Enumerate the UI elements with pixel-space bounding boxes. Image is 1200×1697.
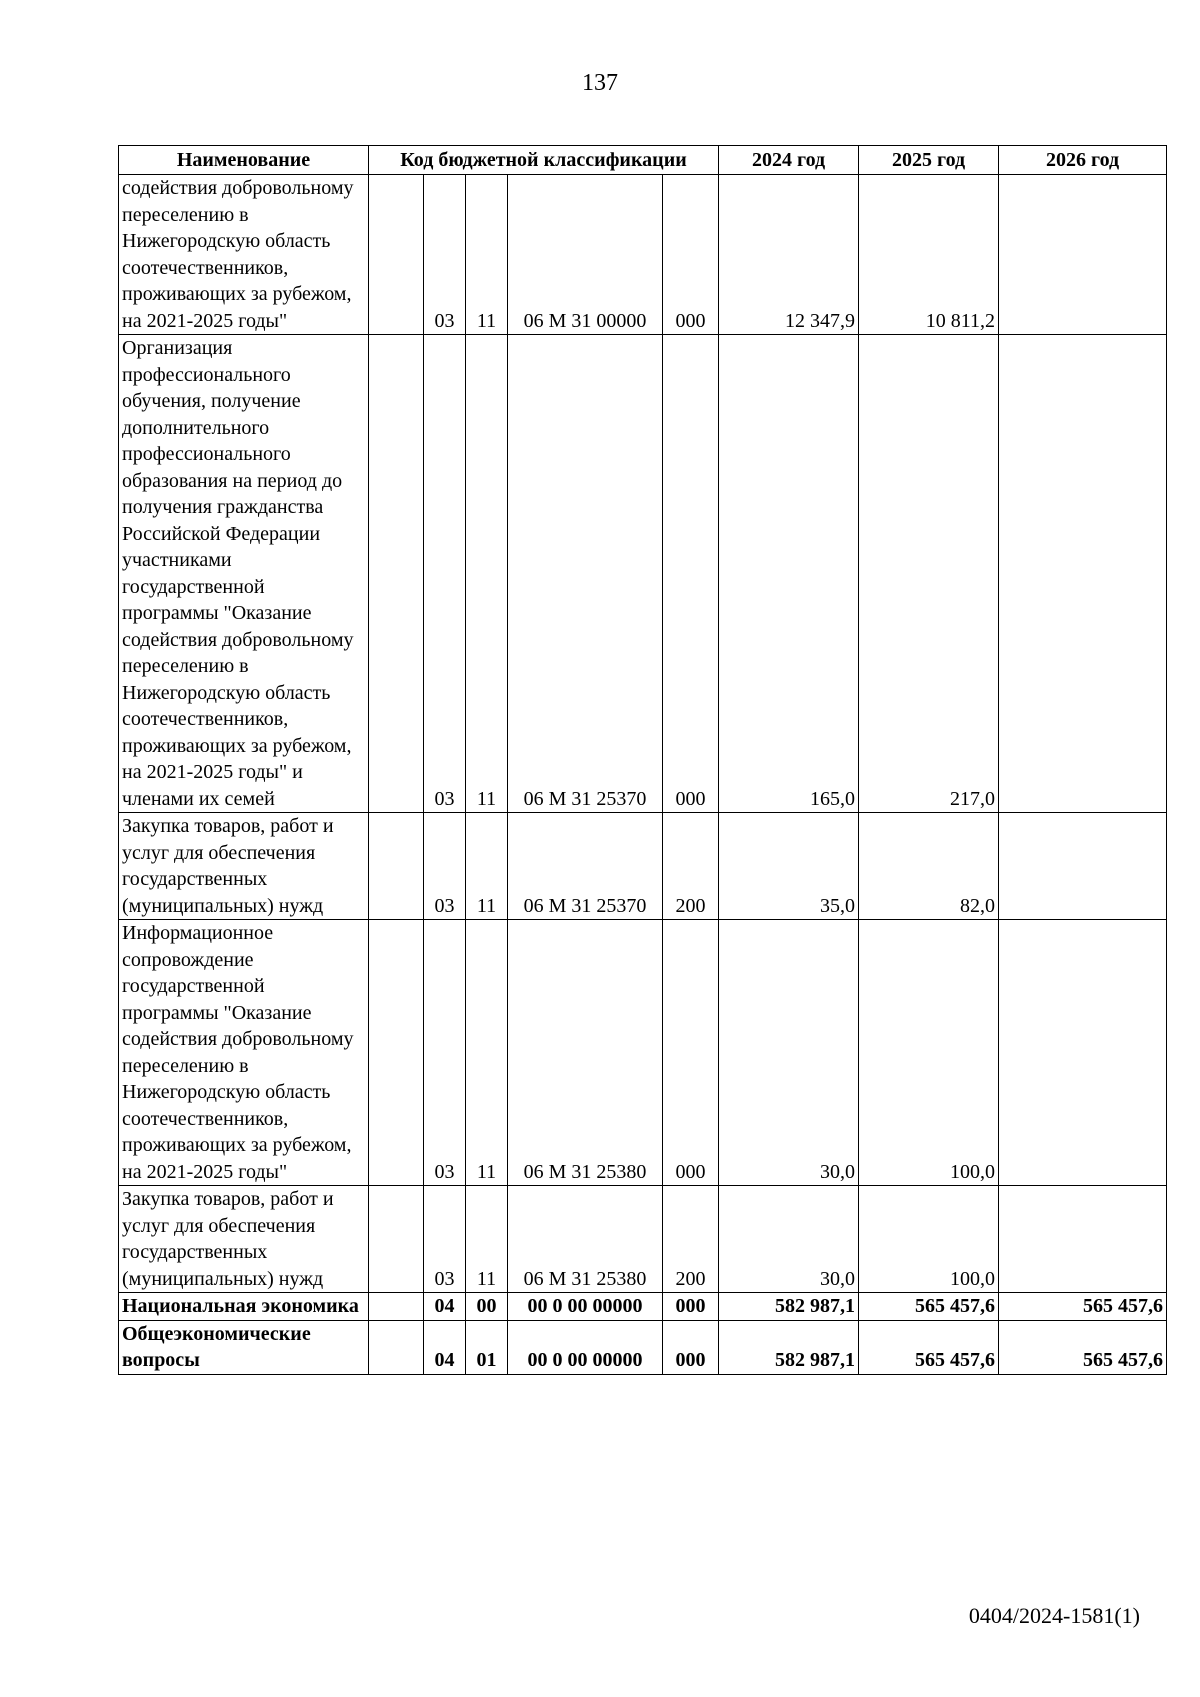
table-row xyxy=(119,1186,1167,1293)
row-value-2024: 12 347,9 xyxy=(719,175,859,335)
row-code-target-article: 06 М 31 25380 xyxy=(508,1186,663,1293)
row-value-2025: 565 457,6 xyxy=(859,1320,999,1374)
row-code-subsection: 01 xyxy=(466,1320,508,1374)
header-2024: 2024 год xyxy=(719,146,859,175)
row-code-part xyxy=(369,1186,424,1293)
row-code-subsection: 11 xyxy=(466,1186,508,1293)
row-code-section: 03 xyxy=(424,175,466,335)
table-header-row xyxy=(119,146,1167,175)
page-number: 137 xyxy=(582,70,618,96)
row-code-expense-type: 000 xyxy=(663,920,719,1186)
row-code-expense-type: 000 xyxy=(663,335,719,813)
row-value-2026 xyxy=(999,335,1167,813)
row-code-expense-type: 000 xyxy=(663,1320,719,1374)
row-code-part xyxy=(369,813,424,920)
row-value-2025: 100,0 xyxy=(859,1186,999,1293)
row-code-target-article: 06 М 31 25380 xyxy=(508,920,663,1186)
row-value-2024: 165,0 xyxy=(719,335,859,813)
row-value-2025: 100,0 xyxy=(859,920,999,1186)
header-code: Код бюджетной классификации xyxy=(369,146,719,175)
budget-table xyxy=(118,145,1167,1375)
row-name: Организация профессионального обучения, получение дополнительного профессионального образования на период до получения гражданства Российской Федерации участниками государственной программы "Оказание содействия добровольному переселению в Нижегородскую область соотечественников, проживающих за рубежом, на 2021-2025 годы" и членами их семей xyxy=(119,335,369,813)
row-value-2026 xyxy=(999,1186,1167,1293)
row-code-section: 03 xyxy=(424,335,466,813)
row-code-expense-type: 200 xyxy=(663,1186,719,1293)
row-value-2025: 217,0 xyxy=(859,335,999,813)
row-name: Национальная экономика xyxy=(119,1293,369,1321)
row-code-target-article: 00 0 00 00000 xyxy=(508,1293,663,1321)
table-row xyxy=(119,175,1167,335)
row-code-part xyxy=(369,1293,424,1321)
row-code-part xyxy=(369,335,424,813)
row-value-2024: 582 987,1 xyxy=(719,1320,859,1374)
row-value-2026 xyxy=(999,813,1167,920)
row-code-subsection: 11 xyxy=(466,175,508,335)
row-code-expense-type: 000 xyxy=(663,175,719,335)
row-value-2026 xyxy=(999,175,1167,335)
row-value-2025: 565 457,6 xyxy=(859,1293,999,1321)
table-row xyxy=(119,1293,1167,1321)
table-body xyxy=(119,175,1167,1375)
row-code-subsection: 00 xyxy=(466,1293,508,1321)
row-code-subsection: 11 xyxy=(466,920,508,1186)
row-code-part xyxy=(369,920,424,1186)
row-code-section: 03 xyxy=(424,920,466,1186)
row-name: Информационное сопровождение государственной программы "Оказание содействия добровольному переселению в Нижегородскую область соотечественников, проживающих за рубежом, на 2021-2025 годы" xyxy=(119,920,369,1186)
table-row xyxy=(119,335,1167,813)
row-value-2025: 10 811,2 xyxy=(859,175,999,335)
row-value-2026: 565 457,6 xyxy=(999,1293,1167,1321)
row-value-2024: 30,0 xyxy=(719,1186,859,1293)
row-code-section: 03 xyxy=(424,1186,466,1293)
row-code-target-article: 00 0 00 00000 xyxy=(508,1320,663,1374)
table-row xyxy=(119,813,1167,920)
header-name: Наименование xyxy=(119,146,369,175)
row-name: содействия добровольному переселению в Нижегородскую область соотечественников, проживающих за рубежом, на 2021-2025 годы" xyxy=(119,175,369,335)
row-code-expense-type: 200 xyxy=(663,813,719,920)
row-name: Закупка товаров, работ и услуг для обеспечения государственных (муниципальных) нужд xyxy=(119,813,369,920)
row-name: Закупка товаров, работ и услуг для обеспечения государственных (муниципальных) нужд xyxy=(119,1186,369,1293)
row-code-section: 03 xyxy=(424,813,466,920)
row-value-2026 xyxy=(999,920,1167,1186)
row-code-part xyxy=(369,1320,424,1374)
row-code-part xyxy=(369,175,424,335)
row-code-target-article: 06 М 31 00000 xyxy=(508,175,663,335)
row-value-2026: 565 457,6 xyxy=(999,1320,1167,1374)
row-code-target-article: 06 М 31 25370 xyxy=(508,813,663,920)
row-code-subsection: 11 xyxy=(466,813,508,920)
row-code-section: 04 xyxy=(424,1320,466,1374)
row-name: Общеэкономические вопросы xyxy=(119,1320,369,1374)
row-value-2024: 30,0 xyxy=(719,920,859,1186)
row-code-section: 04 xyxy=(424,1293,466,1321)
row-code-subsection: 11 xyxy=(466,335,508,813)
table-row xyxy=(119,1320,1167,1374)
row-value-2024: 35,0 xyxy=(719,813,859,920)
table-row xyxy=(119,920,1167,1186)
document-code: 0404/2024-1581(1) xyxy=(968,1603,1140,1628)
header-2025: 2025 год xyxy=(859,146,999,175)
header-2026: 2026 год xyxy=(999,146,1167,175)
row-code-target-article: 06 М 31 25370 xyxy=(508,335,663,813)
row-code-expense-type: 000 xyxy=(663,1293,719,1321)
row-value-2025: 82,0 xyxy=(859,813,999,920)
row-value-2024: 582 987,1 xyxy=(719,1293,859,1321)
